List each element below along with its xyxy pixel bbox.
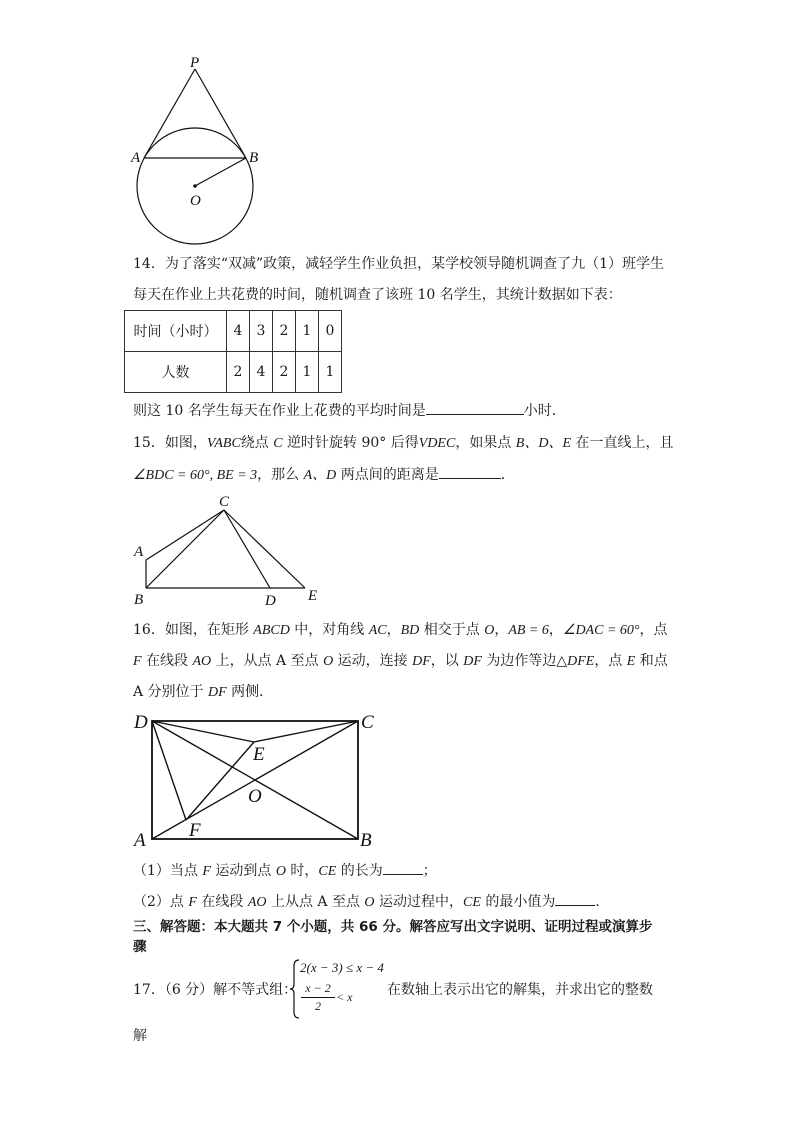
q16-text: ， <box>548 622 563 638</box>
q16-text: ，点 <box>639 622 668 638</box>
q14-answer-line <box>133 400 566 421</box>
q16-math: O <box>275 864 286 879</box>
table-cell: 2 <box>227 352 250 393</box>
tangent-pa <box>144 69 195 158</box>
segment-bc <box>146 510 224 588</box>
q15-math: B、D、E <box>515 436 571 451</box>
q16-sub2 <box>133 891 609 913</box>
table-cell: 1 <box>296 352 319 393</box>
q15-triangle-figure <box>128 492 328 610</box>
q14-line2: 每天在作业上共花费的时间，随机调查了该班 10 名学生，其统计数据如下表： <box>133 287 622 303</box>
q16-text: ． <box>595 894 610 910</box>
segment-de <box>152 721 254 742</box>
label-b: B <box>249 150 259 166</box>
q15-line1 <box>133 433 673 454</box>
q15-text: ，那么 <box>257 467 304 483</box>
table-cell: 0 <box>319 311 342 352</box>
q16-sub2-blank[interactable] <box>555 891 595 906</box>
segment-ce <box>224 510 305 588</box>
q16-math: CE <box>318 864 337 879</box>
table-cell: 2 <box>273 352 296 393</box>
q16-text: 为边作等边△ <box>481 653 568 669</box>
q15-text: 15．如图， <box>133 435 207 451</box>
q16-text: 时， <box>285 863 319 879</box>
q17-fraction-bar <box>301 997 335 998</box>
q16-text: （1）当点 <box>133 863 203 879</box>
table-cell: 4 <box>250 352 273 393</box>
q17-inequality-2-relation: < x <box>336 990 353 1004</box>
q16-sub1-blank[interactable] <box>383 860 423 875</box>
table-cell: 1 <box>319 352 342 393</box>
label-c: C <box>219 494 230 510</box>
q16-rectangle-figure <box>130 708 380 854</box>
q16-math: O <box>364 895 375 910</box>
q16-text: 的最小值为 <box>480 894 556 910</box>
q15-line2 <box>133 464 515 486</box>
section3-heading-line2: 骤 <box>133 939 147 955</box>
q17-inequality-1: 2(x − 3) ≤ x − 4 <box>300 960 384 975</box>
q16-text: 运动，连接 <box>333 653 413 669</box>
label-p: P <box>190 55 200 71</box>
q16-text: 和点 <box>635 653 668 669</box>
q15-math: A、D <box>303 468 337 483</box>
tangent-pb <box>195 69 246 158</box>
q16-math: O <box>323 654 334 669</box>
table-header-count: 人数 <box>125 352 227 393</box>
segment-cd <box>224 510 270 588</box>
segment-df <box>152 721 186 820</box>
q16-text: ，以 <box>430 653 464 669</box>
q16-math: DF <box>208 685 227 700</box>
q15-math: VABC <box>206 436 241 451</box>
label-d: D <box>265 593 276 609</box>
q16-math: CE <box>463 895 481 910</box>
q16-math: AO <box>192 654 212 669</box>
q16-text: （2）点 <box>133 894 189 910</box>
table-cell: 2 <box>273 311 296 352</box>
radius-ob <box>195 158 246 186</box>
q15-text: 在一直线上，且 <box>571 435 674 451</box>
label-f: F <box>189 820 201 841</box>
q16-sub1 <box>133 860 437 882</box>
q16-math: BD <box>400 623 420 638</box>
center-dot <box>193 184 197 188</box>
q14-data-table <box>124 310 342 393</box>
label-o: O <box>248 786 262 807</box>
table-cell: 4 <box>227 311 250 352</box>
q15-math: ∠BDC = 60°, BE = 3 <box>133 468 258 483</box>
q17-suffix: 在数轴上表示出它的解集，并求出它的整数 <box>387 982 653 998</box>
label-a: A <box>134 830 146 851</box>
segment-ce <box>254 721 358 742</box>
q16-text: 上从点 A 至点 <box>266 894 365 910</box>
q16-math: F <box>133 654 142 669</box>
q15-text: 逆时针旋转 90° 后得 <box>282 435 419 451</box>
q16-math: E <box>626 654 636 669</box>
q15-text: ，如果点 <box>455 435 516 451</box>
q17-line2: 解 <box>133 1028 147 1044</box>
label-o: O <box>190 193 201 209</box>
q16-text: 运动过程中， <box>374 894 463 910</box>
q16-math: O <box>484 623 495 638</box>
q16-math: DF <box>463 654 482 669</box>
segment-fe <box>186 742 254 820</box>
table-header-hours: 时间（小时） <box>125 311 227 352</box>
label-a: A <box>131 150 141 166</box>
q16-line1 <box>133 620 668 641</box>
label-e: E <box>308 588 318 604</box>
q16-text: 的长为 <box>336 863 383 879</box>
q17-fraction-denominator: 2 <box>315 999 321 1013</box>
q16-text: ； <box>422 863 437 879</box>
q15-math: VDEC <box>418 436 456 451</box>
label-b: B <box>134 592 144 608</box>
label-d: D <box>134 712 148 733</box>
q15-text: 绕点 <box>240 435 274 451</box>
q14-line1: 14．为了落实“双减”政策，减轻学生作业负担，某学校领导随机调查了九（1）班学生 <box>133 256 665 272</box>
q16-text: 运动到点 <box>210 863 276 879</box>
q16-text: 在线段 <box>196 894 248 910</box>
label-e: E <box>253 744 265 765</box>
q14-answer-prefix: 则这 10 名学生每天在作业上花费的平均时间是 <box>133 403 426 419</box>
q17-prefix: 17．（6 分）解不等式组： <box>133 982 298 998</box>
table-cell: 3 <box>250 311 273 352</box>
q16-math: AB = 6 <box>508 623 549 638</box>
q15-math: C <box>273 436 283 451</box>
q16-math: ABCD <box>253 623 290 638</box>
q13-circle-figure <box>125 55 275 250</box>
q16-math: DFE <box>567 654 595 669</box>
q16-math: DF <box>412 654 431 669</box>
q15-text: 两点间的距离是 <box>336 467 439 483</box>
q16-text: 两侧． <box>226 684 274 700</box>
label-b: B <box>360 830 372 851</box>
q16-math: F <box>188 895 197 910</box>
q16-line3 <box>133 682 273 703</box>
q16-text: 上，从点 A 至点 <box>211 653 324 669</box>
q16-text: ， <box>494 622 509 638</box>
q14-answer-blank[interactable] <box>426 400 524 415</box>
q16-math: F <box>202 864 211 879</box>
q17-fraction-numerator: x − 2 <box>305 981 331 995</box>
q16-text: ， <box>386 622 401 638</box>
q16-text: 中，对角线 <box>289 622 369 638</box>
table-cell: 1 <box>296 311 319 352</box>
q15-text: ． <box>500 467 515 483</box>
table-row <box>125 311 342 352</box>
q16-line2 <box>133 651 668 672</box>
label-c: C <box>361 712 374 733</box>
q16-math: AC <box>368 623 387 638</box>
q16-text: 相交于点 <box>419 622 485 638</box>
q16-math: ∠DAC = 60° <box>562 623 640 638</box>
q16-text: ，点 <box>594 653 627 669</box>
label-a: A <box>134 544 144 560</box>
q16-text: 在线段 <box>141 653 193 669</box>
q16-math: AO <box>247 895 267 910</box>
segment-ac <box>146 510 224 560</box>
table-row <box>125 352 342 393</box>
q16-text: A 分别位于 <box>133 684 209 700</box>
section3-heading-line1: 三、解答题：本大题共 7 个小题，共 66 分。解答应写出文字说明、证明过程或演算步 <box>133 919 653 935</box>
q14-answer-suffix: 小时． <box>523 403 566 419</box>
q16-text: 16．如图，在矩形 <box>133 622 254 638</box>
q15-answer-blank[interactable] <box>439 464 501 479</box>
